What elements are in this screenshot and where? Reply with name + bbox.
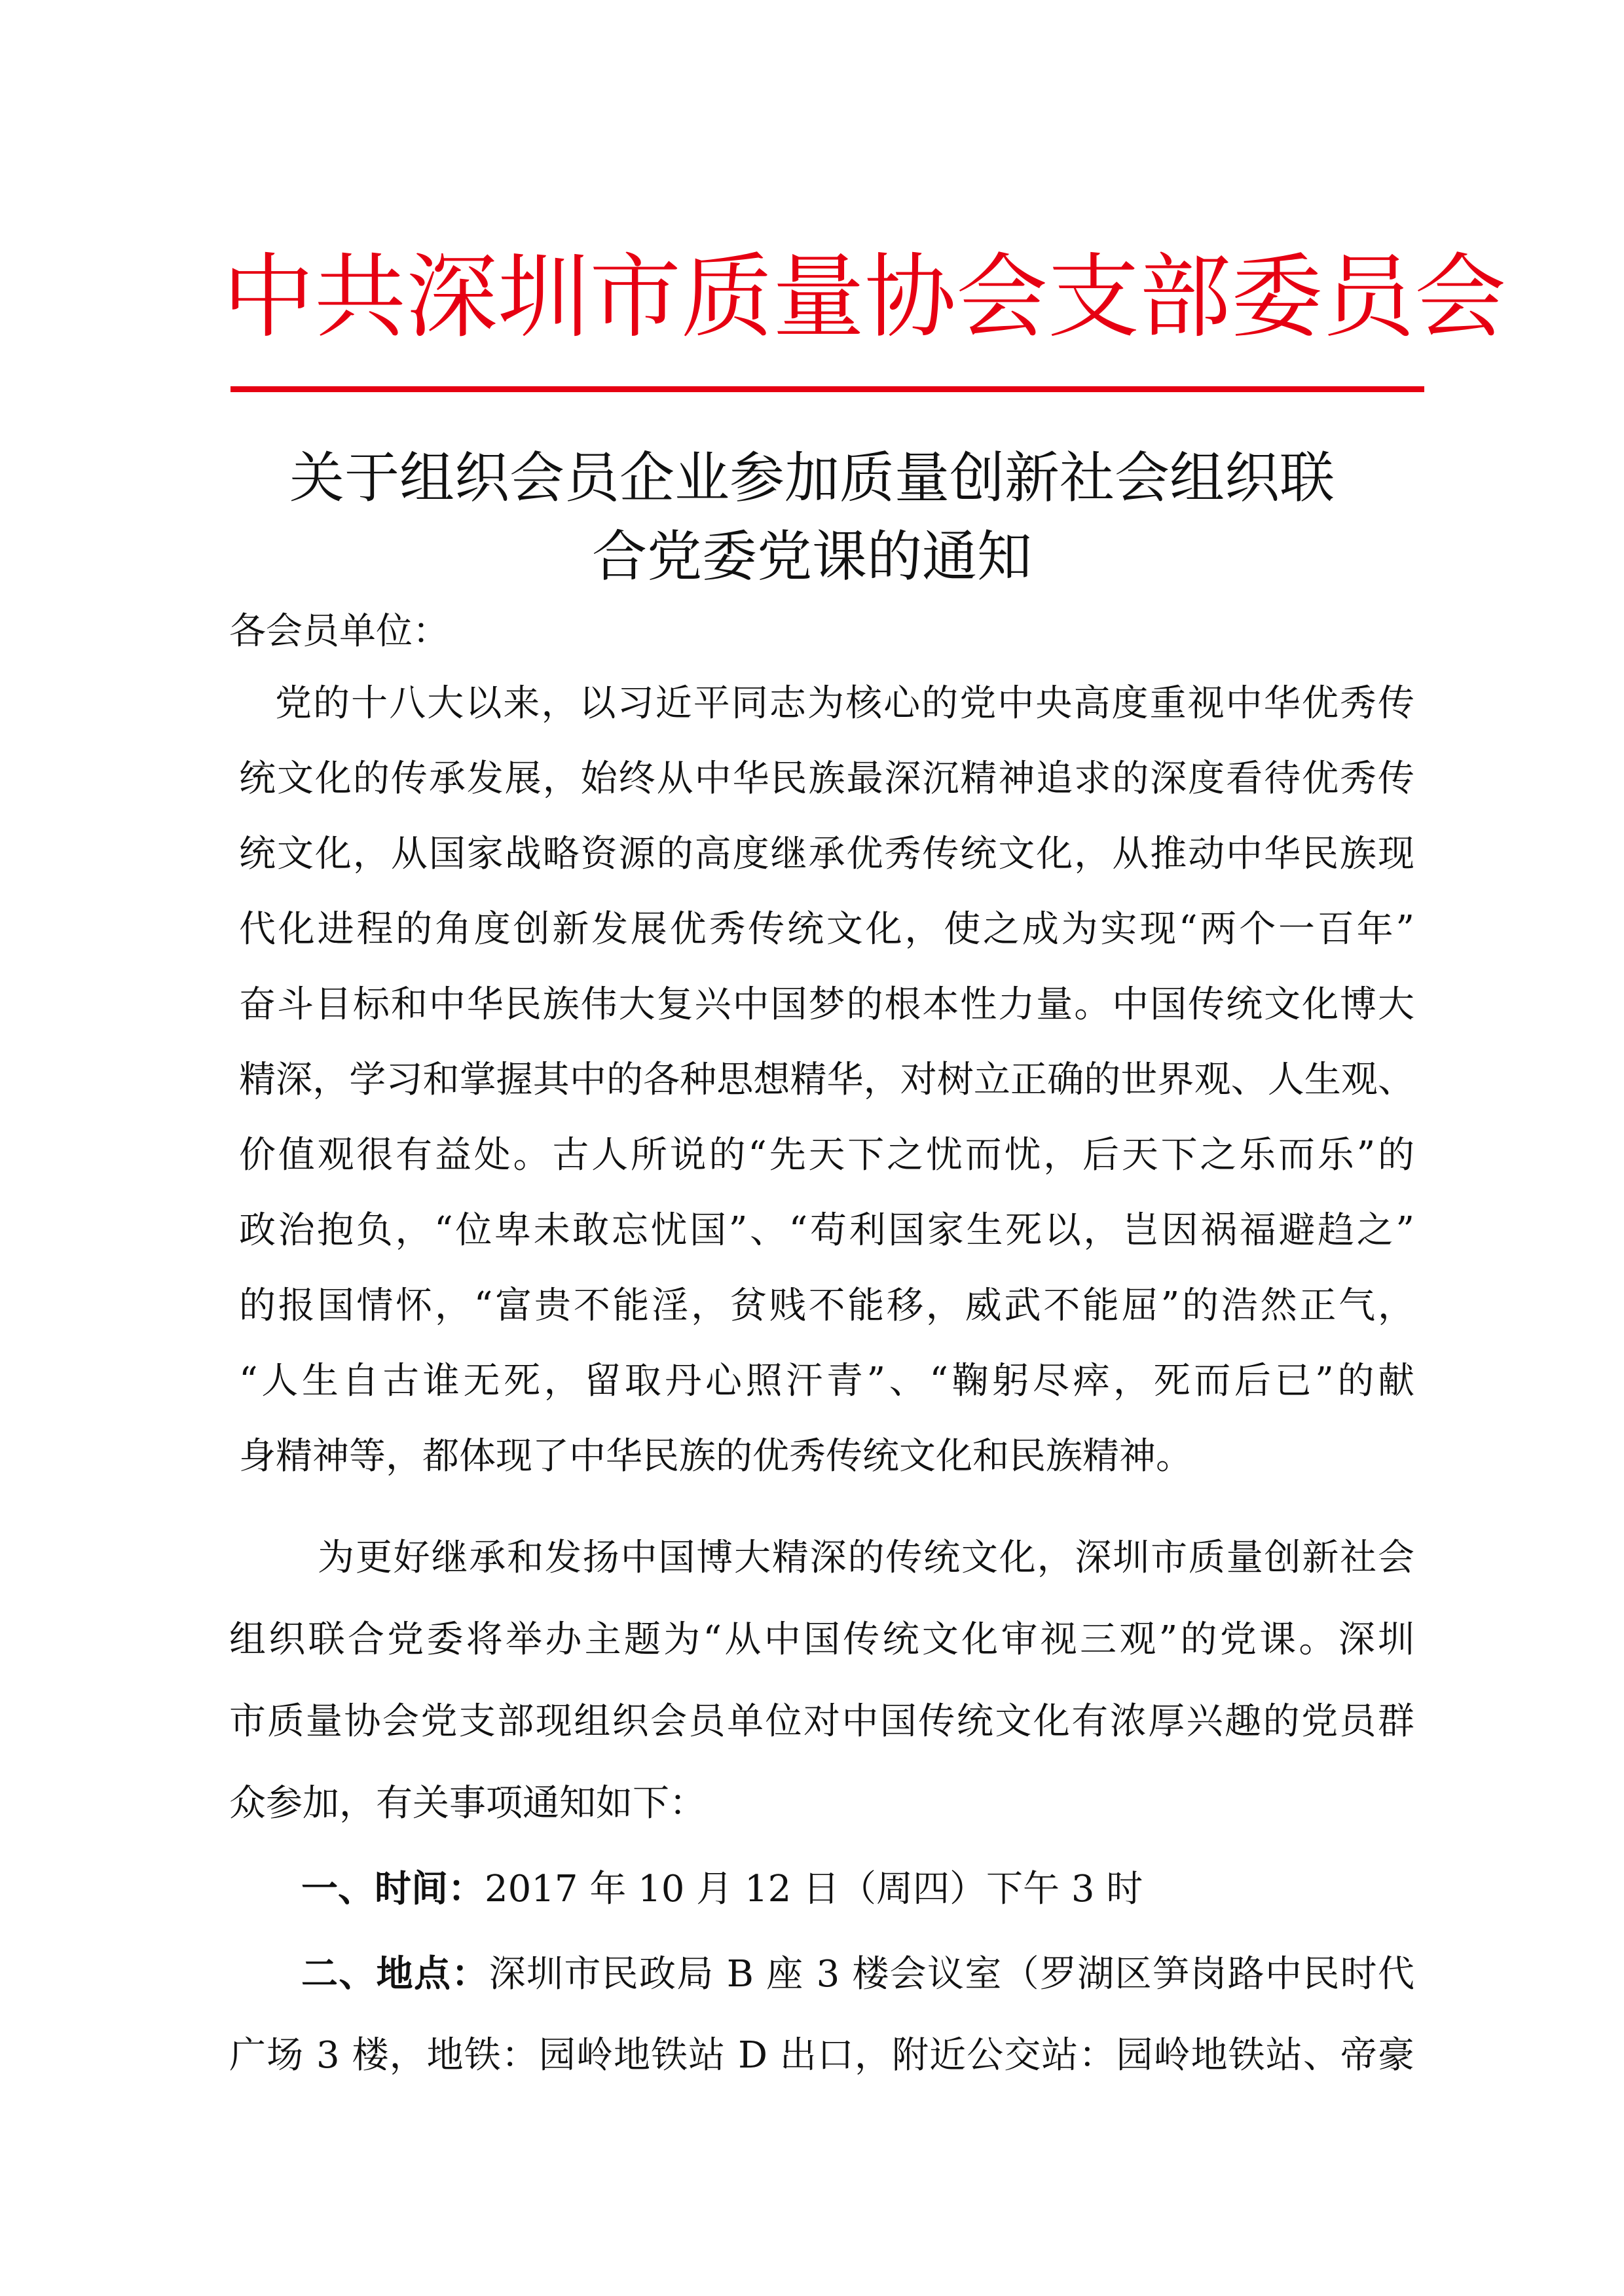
paragraph-1-line: 统文化的传承发展，始终从中华民族最深沉精神追求的深度看待优秀传 [239,757,1414,800]
paragraph-2-line: 组织联合党委将举办主题为“从中国传统文化审视三观”的党课。深圳 [229,1618,1414,1661]
paragraph-1-line: 的报国情怀，“富贵不能淫，贫贱不能移，威武不能屈”的浩然正气， [239,1285,1414,1327]
item-location-label: 二、地点： [301,1952,489,1995]
salutation: 各会员单位： [229,610,449,653]
item-location-continuation: 广场 3 楼，地铁：园岭地铁站 D 出口，附近公交站：园岭地铁站、帝豪 [229,2034,1414,2077]
letterhead-org-name: 中共深圳市质量协会支部委员会 [223,244,1507,351]
item-time [301,1859,1414,1919]
document-title-line-1: 关于组织会员企业参加质量创新社会组织联 [289,446,1335,510]
item-location-value: 深圳市民政局 B 座 3 楼会议室（罗湖区笋岗路中民时代 [489,1953,1415,1995]
letterhead-red-rule [231,386,1424,392]
paragraph-1-line: 价值观很有益处。古人所说的“先天下之忧而忧，后天下之乐而乐”的 [239,1134,1414,1176]
paragraph-1-line: 政治抱负，“位卑未敢忘忧国”、“苟利国家生死以，岂因祸福避趋之” [239,1209,1414,1252]
item-time-label: 一、时间： [301,1867,485,1910]
paragraph-1-line: 党的十八大以来，以习近平同志为核心的党中央高度重视中华优秀传 [275,682,1414,725]
paragraph-1-line: “人生自古谁无死，留取丹心照汗青”、“鞠躬尽瘁，死而后已”的献 [239,1360,1414,1402]
paragraph-1-line: 代化进程的角度创新发展优秀传统文化，使之成为实现“两个一百年” [239,908,1414,951]
paragraph-1-line: 身精神等，都体现了中华民族的优秀传统文化和民族精神。 [239,1435,1192,1478]
paragraph-2-line: 市质量协会党支部现组织会员单位对中国传统文化有浓厚兴趣的党员群 [229,1700,1414,1743]
document-title-line-2: 合党委党课的通知 [591,524,1032,589]
paragraph-2-line: 众参加，有关事项通知如下： [229,1782,706,1825]
paragraph-2-line: 为更好继承和发扬中国博大精深的传统文化，深圳市质量创新社会 [318,1537,1414,1579]
paragraph-1-line: 精深，学习和掌握其中的各种思想精华，对树立正确的世界观、人生观、 [239,1059,1414,1101]
item-location [301,1944,1414,2004]
paragraph-1-line: 奋斗目标和中华民族伟大复兴中国梦的根本性力量。中国传统文化博大 [239,983,1414,1026]
item-time-value: 2017 年 10 月 12 日（周四）下午 3 时 [485,1868,1143,1910]
paragraph-1-line: 统文化，从国家战略资源的高度继承优秀传统文化，从推动中华民族现 [239,833,1414,875]
